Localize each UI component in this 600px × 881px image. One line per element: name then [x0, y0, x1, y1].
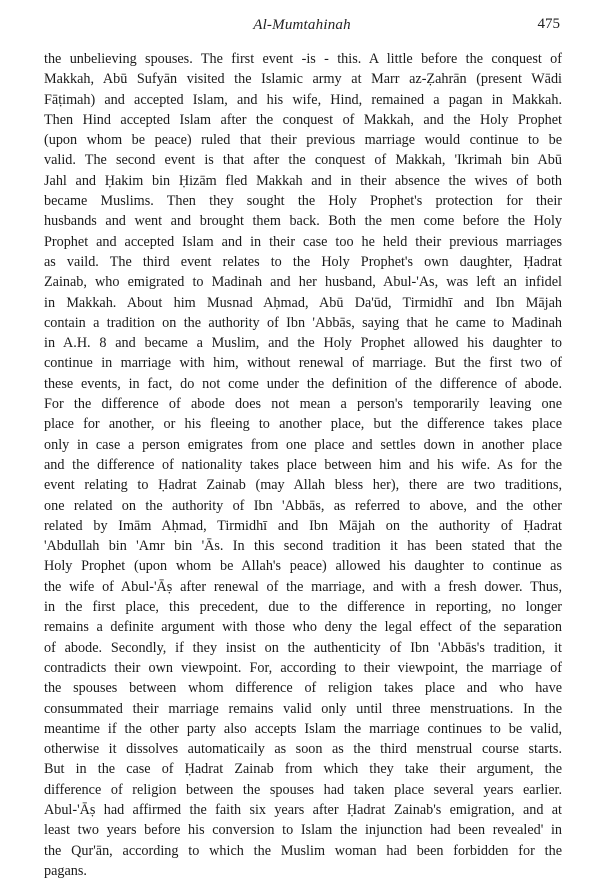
text-line: contain a tradition on the authority of Ibn 'Abbās, saying that he came to Madinah — [44, 314, 562, 331]
text-line: Holy Prophet (upon whom be Allah's peace) allowed his daughter to continue as — [44, 558, 562, 575]
body-text — [44, 49, 562, 881]
text-line: husbands and went and brought them back. Both the men come before the Holy — [44, 213, 562, 230]
text-line: valid. The second event is that after the conquest of Makkah, 'Ikrimah bin Abū — [44, 152, 562, 169]
page-number: 475 — [537, 16, 560, 32]
text-line: and the difference of nationality takes place between him and his wife. As for the — [44, 456, 562, 473]
text-line: (upon whom be peace) ruled that their previous marriage would continue to be — [44, 132, 562, 149]
text-line: Makkah, Abū Sufyān visited the Islamic army at Marr az-Ẓahrān (present Wādi — [44, 71, 562, 88]
text-line: Zainab, who emigrated to Madinah and her husband, Abul-'As, was left an infidel — [44, 274, 562, 291]
text-line: as vaild. The third event relates to the Holy Prophet's own daughter, Ḥadrat — [44, 253, 562, 270]
text-line: these events, in fact, do not come under the definition of the difference of abode. — [44, 375, 562, 392]
text-line: one related on the authority of Ibn 'Abbās, as referred to above, and the other — [44, 497, 562, 514]
text-line: place for another, or his fleeing to another place, but the difference takes place — [44, 416, 562, 433]
text-line: 'Abdullah bin 'Amr bin 'Ās. In this second tradition it has been stated that the — [44, 538, 562, 555]
text-line: Fāṭimah) and accepted Islam, and his wife, Hind, remained a pagan in Makkah. — [44, 91, 562, 108]
text-line: the wife of Abul-'Āṣ after renewal of the marriage, and with a fresh dower. Thus, — [44, 578, 562, 595]
text-line: least two years before his conversion to Islam the injunction had been revealed' in — [44, 822, 562, 839]
text-line: event relating to Ḥadrat Zainab (may Allah bless her), there are two traditions, — [44, 477, 562, 494]
text-line: Then Hind accepted Islam after the conquest of Makkah, and the Holy Prophet — [44, 111, 562, 128]
text-line: in A.H. 8 and became a Muslim, and the Holy Prophet allowed his daughter to — [44, 335, 562, 352]
text-line: only in case a person emigrates from one place and settles down in another place — [44, 436, 562, 453]
text-line: continue in marriage with him, without renewal of marriage. But the first two of — [44, 355, 562, 372]
text-line: Prophet and accepted Islam and in their case too he held their previous marriages — [44, 233, 562, 250]
text-line: related by Imām Aḥmad, Tirmidhī and Ibn Mājah on the authority of Ḥadrat — [44, 517, 562, 534]
text-line: became Muslims. Then they sought the Holy Prophet's protection for their — [44, 193, 562, 210]
text-line: of abode. Secondly, if they insist on the authenticity of Ibn 'Abbās's tradition, it — [44, 639, 562, 656]
text-line: the unbelieving spouses. The first event -is - this. A little before the conquest of — [44, 51, 562, 67]
text-line: difference of religion between the spouses had taken place several years earlier. — [44, 781, 562, 798]
running-header — [44, 17, 560, 39]
text-line: meantime if the other party also accepts Islam the marriage continues to be valid, — [44, 720, 562, 737]
text-line: But in the case of Ḥadrat Zainab from which they take their argument, the — [44, 761, 562, 778]
text-line: pagans. — [44, 862, 87, 879]
text-line: Abul-'Āṣ had affirmed the faith six years after Ḥadrat Zainab's emigration, and at — [44, 801, 562, 818]
text-line: consummated their marriage remains valid only until three menstruations. In the — [44, 700, 562, 717]
text-line: For the difference of abode does not mean a person's temporarily leaving one — [44, 396, 562, 413]
text-line: the Qur'ān, according to which the Muslim woman had been forbidden for the — [44, 842, 562, 859]
running-title: Al-Mumtahinah — [253, 17, 351, 33]
text-line: in the first place, this precedent, due to the difference in reporting, no longer — [44, 599, 562, 616]
text-line: otherwise it dissolves automaticaily as soon as the third menstrual course starts. — [44, 741, 562, 758]
text-line: remains a definite argument with those who deny the legal effect of the separation — [44, 619, 562, 636]
text-line: the spouses between whom difference of religion takes place and who have — [44, 680, 562, 697]
text-line: in Makkah. About him Musnad Aḥmad, Abū Da'ūd, Tirmidhī and Ibn Mājah — [44, 294, 562, 311]
text-line: Jahl and Ḥakim bin Ḥizām fled Makkah and in their absence the wives of both — [44, 172, 562, 189]
text-line: contradicts their own viewpoint. For, according to their viewpoint, the marriage of — [44, 659, 562, 676]
